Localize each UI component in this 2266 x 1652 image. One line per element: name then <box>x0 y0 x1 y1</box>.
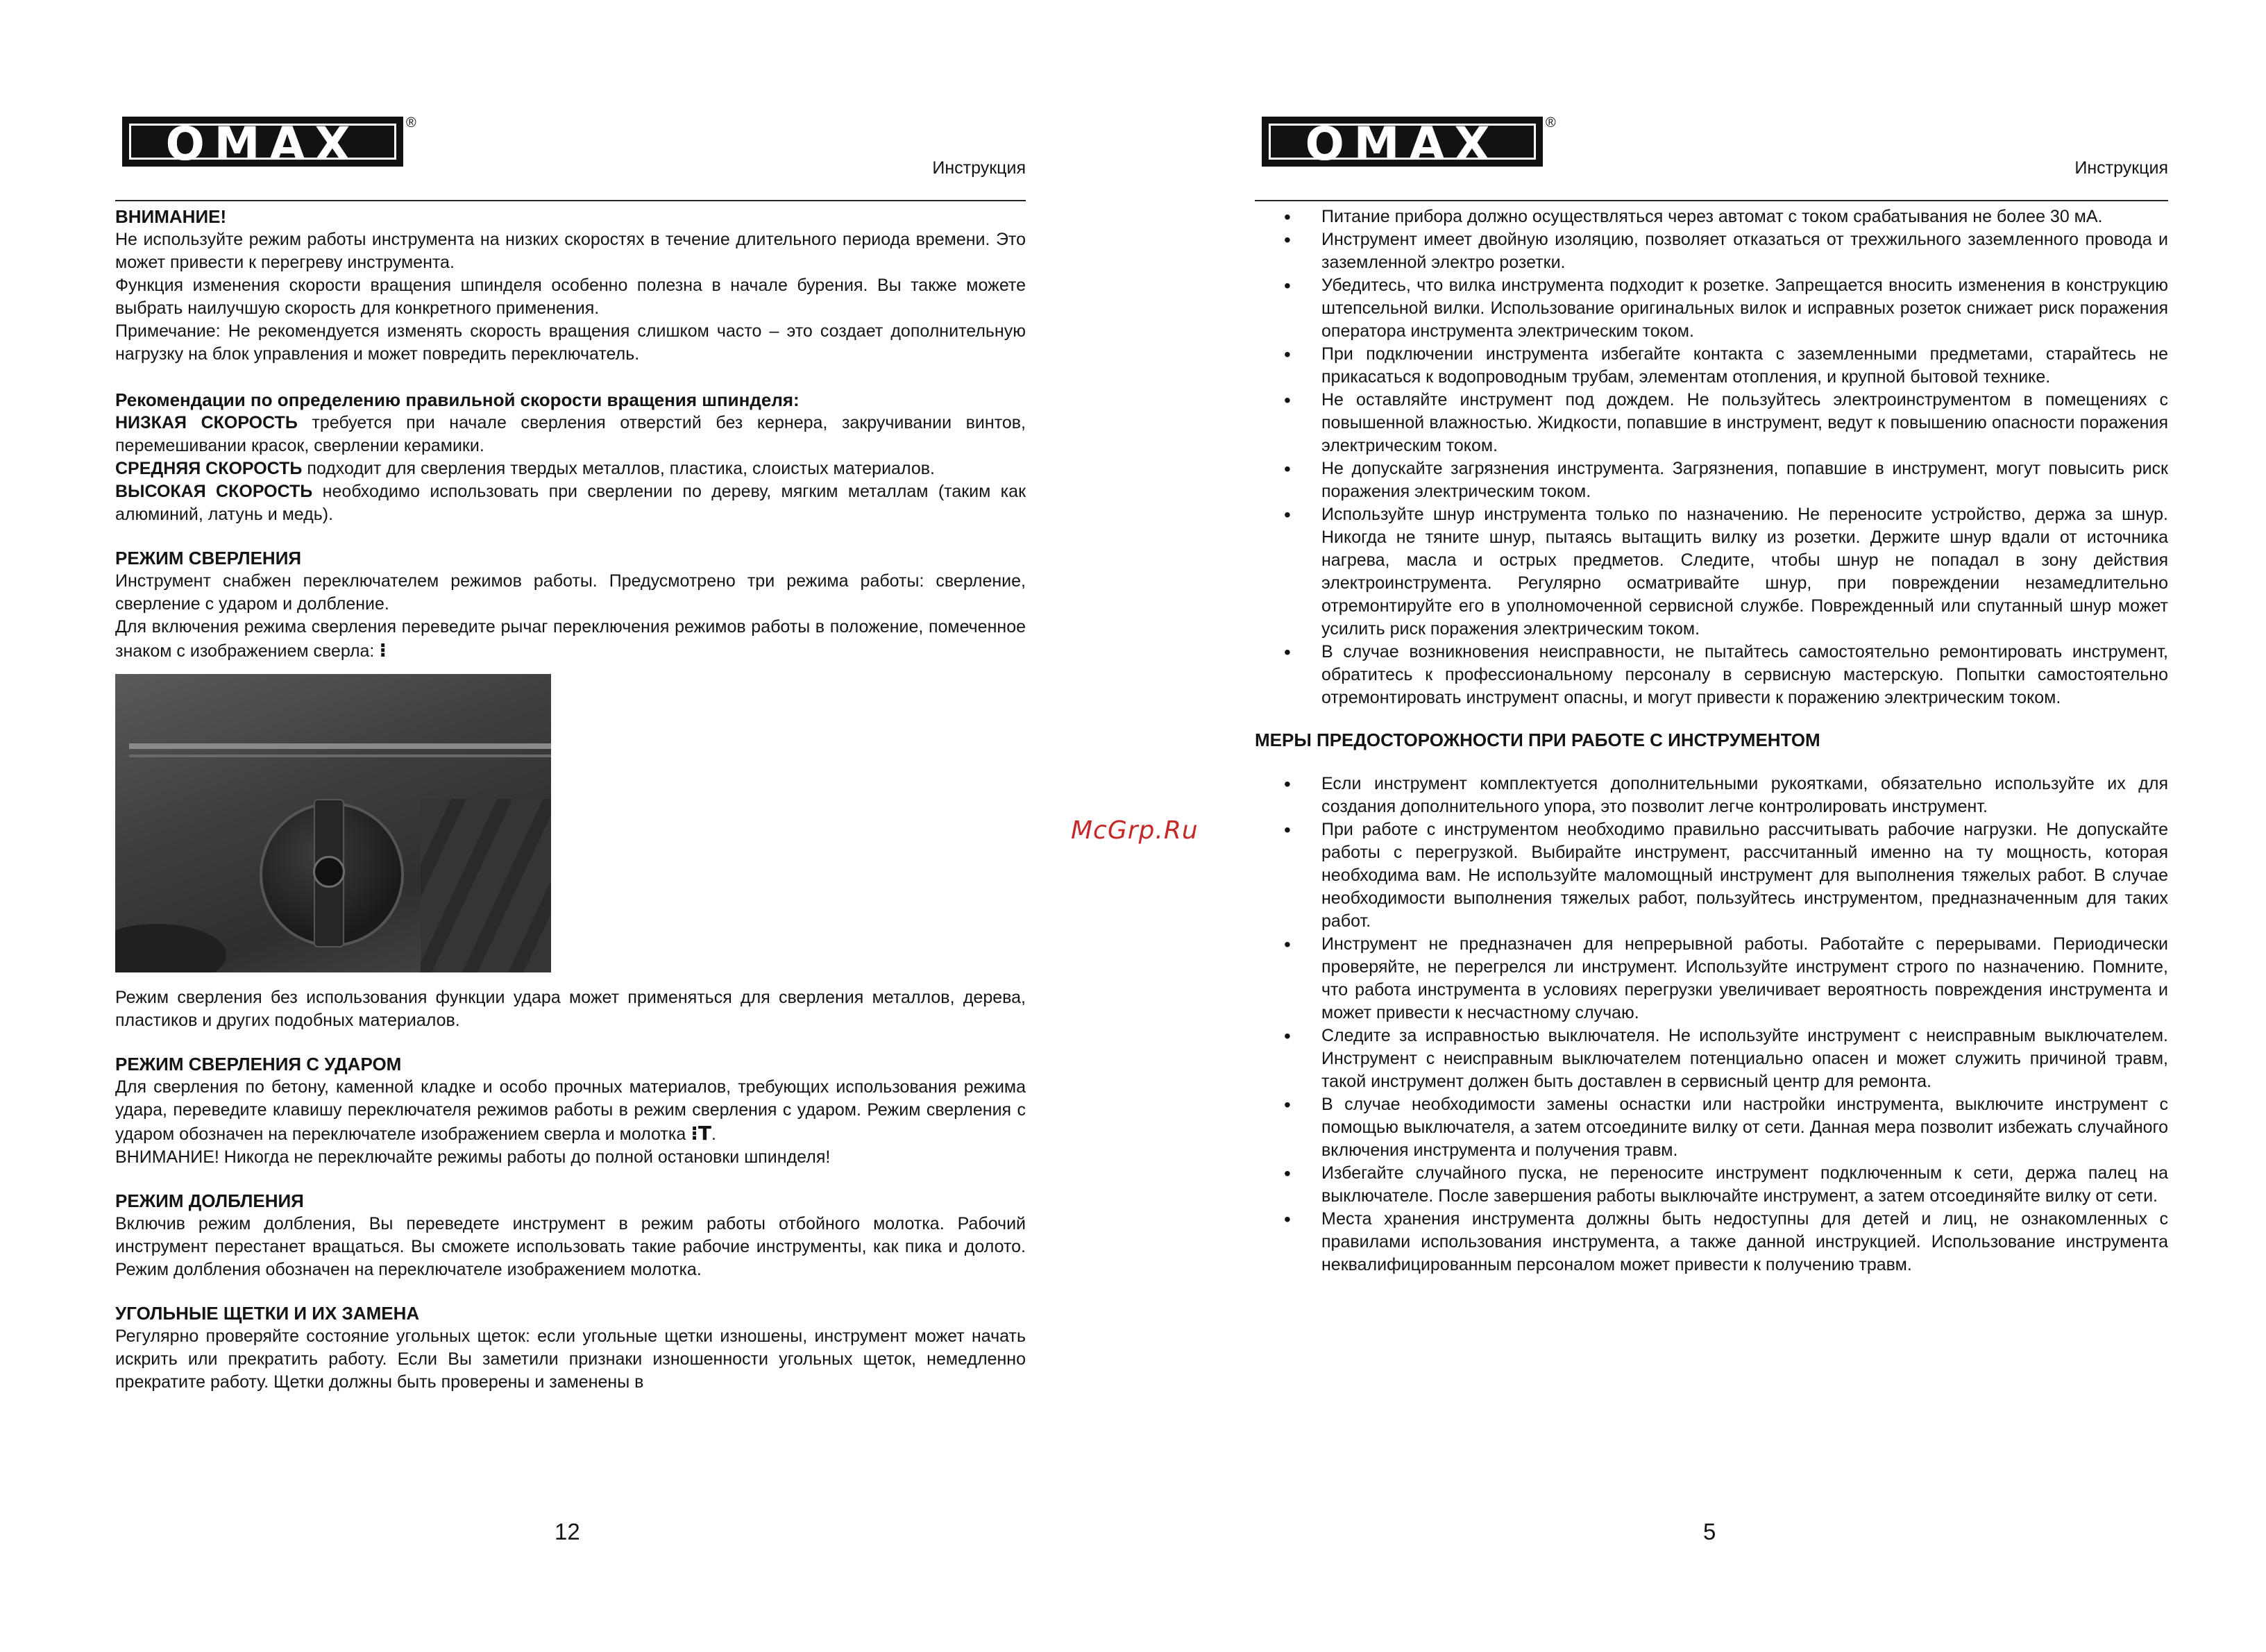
tool-photo <box>115 674 551 972</box>
hammer-drill-icon: ⁝T <box>691 1122 711 1145</box>
section-title: РЕЖИМ СВЕРЛЕНИЯ С УДАРОМ <box>115 1054 402 1074</box>
list-item: • При работе с инструментом необходимо правильно рассчитывать рабочие нагрузки. Не допускайте работы с перегрузкой. Выбирайте инструмент, рассчитанный именно на ту мощность, которая необходима вам. Не используйте маломощный инструмент для выполнения тяжелых работ. В случае необходимости выполнения тяжелых работ, пользуйтесь инструментом, предназначенным для таких работ. <box>1255 818 2168 933</box>
list-item: • Следите за исправностью выключателя. Не используйте инструмент с неисправным выключателем. Инструмент с неисправным выключателем потенциально опасен и может служить причиной травм, такой инструмент должен быть доставлен в сервисный центр для ремонта. <box>1255 1025 2168 1093</box>
page-number: 12 <box>555 1519 580 1544</box>
paragraph: Функция изменения скорости вращения шпинделя особенно полезна в начале бурения. Вы также можете выбрать наилучшую скорость для конкретного применения. <box>115 276 1026 318</box>
section-title: РЕЖИМ ДОЛБЛЕНИЯ <box>115 1190 304 1211</box>
paragraph: Включив режим долбления, Вы переведете инструмент в режим работы отбойного молотка. Рабочий инструмент перестанет вращаться. Вы сможете использовать такие рабочие инструменты, как пика и долото. Режим долбления обозначен на переключателе изображением молотка. <box>115 1214 1026 1279</box>
header-rule <box>115 200 1026 201</box>
drill-mode-icon: ⁝ <box>379 639 387 661</box>
speed-label: НИЗКАЯ СКОРОСТЬ <box>115 413 298 432</box>
brand-logo <box>122 115 416 171</box>
doc-type-label: Инструкция <box>932 158 1026 178</box>
list-item: • Места хранения инструмента должны быть недоступны для детей и лиц, не ознакомленных с правилами использования инструмента, а также данной инструкцией. Использование инструмента неквалифицированным персоналом может привести к получению травм. <box>1255 1208 2168 1276</box>
paragraph: ВЫСОКАЯ СКОРОСТЬ необходимо использовать при сверлении по дереву, мягким металлам (таким как алюминий, латунь и медь). <box>115 482 1026 524</box>
section-title: МЕРЫ ПРЕДОСТОРОЖНОСТИ ПРИ РАБОТЕ С ИНСТРУМЕНТОМ <box>1255 730 1820 750</box>
section-title: РЕЖИМ СВЕРЛЕНИЯ <box>115 548 302 568</box>
list-item: • Не оставляйте инструмент под дождем. Не пользуйтесь электроинструментом в помещениях с повышенной влажностью. Жидкости, попавшие в инструмент, ведут к повышению опасности поражения электрическим током. <box>1255 389 2168 457</box>
list-item: • В случае возникновения неисправности, не пытайтесь самостоятельно ремонтировать инструмент, обратитесь к профессиональному персоналу в сервисную мастерскую. Попытки самостоятельно отремонтировать инструмент опасны, и могут привести к поражению электрическим током. <box>1255 641 2168 709</box>
registered-mark: ® <box>1546 115 1556 130</box>
paragraph: НИЗКАЯ СКОРОСТЬ требуется при начале сверления отверстий без кернера, закручивании винтов, перемешивании красок, сверлении керамики. <box>115 413 1026 455</box>
list-item: • Не допускайте загрязнения инструмента. Загрязнения, попавшие в инструмент, могут повысить риск поражения электрическим током. <box>1255 457 2168 503</box>
registered-mark: ® <box>406 115 416 130</box>
list-item: • Избегайте случайного пуска, не переносите инструмент подключенным к сети, держа палец на выключателе. После завершения работы выключайте инструмент, а затем отсоединяйте вилку от сети. <box>1255 1162 2168 1208</box>
right-page <box>1255 0 2168 1652</box>
list-item: • Убедитесь, что вилка инструмента подходит к розетке. Запрещается вносить изменения в конструкцию штепсельной вилки. Использование оригинальных вилок и исправных розеток снижает риск поражения оператора инструмента электрическим током. <box>1255 274 2168 343</box>
paragraph: Примечание: Не рекомендуется изменять скорость вращения слишком часто – это создает дополнительную нагрузку на блок управления и может повредить переключатель. <box>115 321 1026 364</box>
safety-list <box>1255 205 2168 709</box>
attention-title: ВНИМАНИЕ! <box>115 206 227 227</box>
paragraph: Для включения режима сверления переведите рычаг переключения режимов работы в положение, помеченное знаком с изображением сверла: ⁝ <box>115 617 1026 661</box>
right-content <box>1255 205 2168 1276</box>
list-item: • Если инструмент комплектуется дополнительными рукоятками, обязательно используйте их для создания дополнительного упора, это позволит легче контролировать инструмент. <box>1255 773 2168 818</box>
speed-label: СРЕДНЯЯ СКОРОСТЬ <box>115 459 303 478</box>
list-item: • При подключении инструмента избегайте контакта с заземленными предметами, старайтесь не прикасаться к водопроводным трубам, элементам отопления, и крупной бытовой технике. <box>1255 343 2168 389</box>
watermark: McGrp.Ru <box>1071 816 1199 845</box>
page-number: 5 <box>1703 1519 1716 1544</box>
paragraph: Режим сверления без использования функции удара может применяться для сверления металлов, дерева, пластиков и других подобных материалов. <box>115 988 1026 1030</box>
list-item: • Питание прибора должно осуществляться через автомат с током срабатывания не более 30 мА. <box>1255 205 2168 228</box>
header-rule <box>1255 200 2168 201</box>
paragraph: СРЕДНЯЯ СКОРОСТЬ подходит для сверления твердых металлов, пластика, слоистых материалов. <box>115 459 935 478</box>
list-item: • Инструмент имеет двойную изоляцию, позволяет отказаться от трехжильного заземленного провода и заземленной электро розетки. <box>1255 228 2168 274</box>
list-item: • Используйте шнур инструмента только по назначению. Не переносите устройство, держа за шнур. Никогда не тяните шнур, пытаясь вытащить вилку из розетки. Держите шнур вдали от источника нагрева, масла и острых предметов. Следите, чтобы шнур не попадал в зону действия электроинструмента. Регулярно осматривайте шнур, при повреждении незамедлительно отремонтируйте его в уполномоченной сервисной службе. Поврежденный или спутанный шнур может усилить риск поражения электрическим током. <box>1255 503 2168 641</box>
paragraph: Инструмент снабжен переключателем режимов работы. Предусмотрено три режима работы: сверление, сверление с ударом и долбление. <box>115 571 1026 614</box>
paragraph: Для сверления по бетону, каменной кладке и особо прочных материалов, требующих использования режима удара, переведите клавишу переключателя режимов работы в режим сверления с ударом. Режим сверления с ударом обозначен на переключателе изображением сверла и молотка ⁝T. <box>115 1077 1026 1145</box>
section-title: УГОЛЬНЫЕ ЩЕТКИ И ИХ ЗАМЕНА <box>115 1303 420 1324</box>
brand-logo <box>1262 115 1556 171</box>
precautions-list <box>1255 773 2168 1276</box>
left-content <box>115 205 1026 1394</box>
paragraph: Регулярно проверяйте состояние угольных щеток: если угольные щетки изношены, инструмент может начать искрить или прекратить работу. Если Вы заметили признаки изношенности угольных щеток, немедленно прекратите работу. Щетки должны быть проверены и заменены в <box>115 1326 1026 1392</box>
paragraph: Не используйте режим работы инструмента на низких скоростях в течение длительного периода времени. Это может привести к перегреву инструмента. <box>115 230 1026 272</box>
logo-text: OMAX <box>122 117 403 167</box>
doc-type-label: Инструкция <box>2074 158 2168 178</box>
section-title: Рекомендации по определению правильной скорости вращения шпинделя: <box>115 389 800 410</box>
list-item: • В случае необходимости замены оснастки или настройки инструмента, выключите инструмент с помощью выключателя, а затем отсоедините вилку от сети. Данная мера позволит избежать случайного включения инструмента и получения травм. <box>1255 1093 2168 1162</box>
left-page <box>115 0 1026 1652</box>
paragraph: ВНИМАНИЕ! Никогда не переключайте режимы работы до полной остановки шпинделя! <box>115 1147 831 1167</box>
list-item: • Инструмент не предназначен для непрерывной работы. Работайте с перерывами. Периодически проверяйте, не перегрелся ли инструмент. Используйте инструмент строго по назначению. Помните, что работа инструмента в условиях перегрузки увеличивает вероятность повреждения инструмента и может привести к несчастному случаю. <box>1255 933 2168 1025</box>
speed-label: ВЫСОКАЯ СКОРОСТЬ <box>115 482 313 501</box>
logo-text: OMAX <box>1262 117 1543 167</box>
